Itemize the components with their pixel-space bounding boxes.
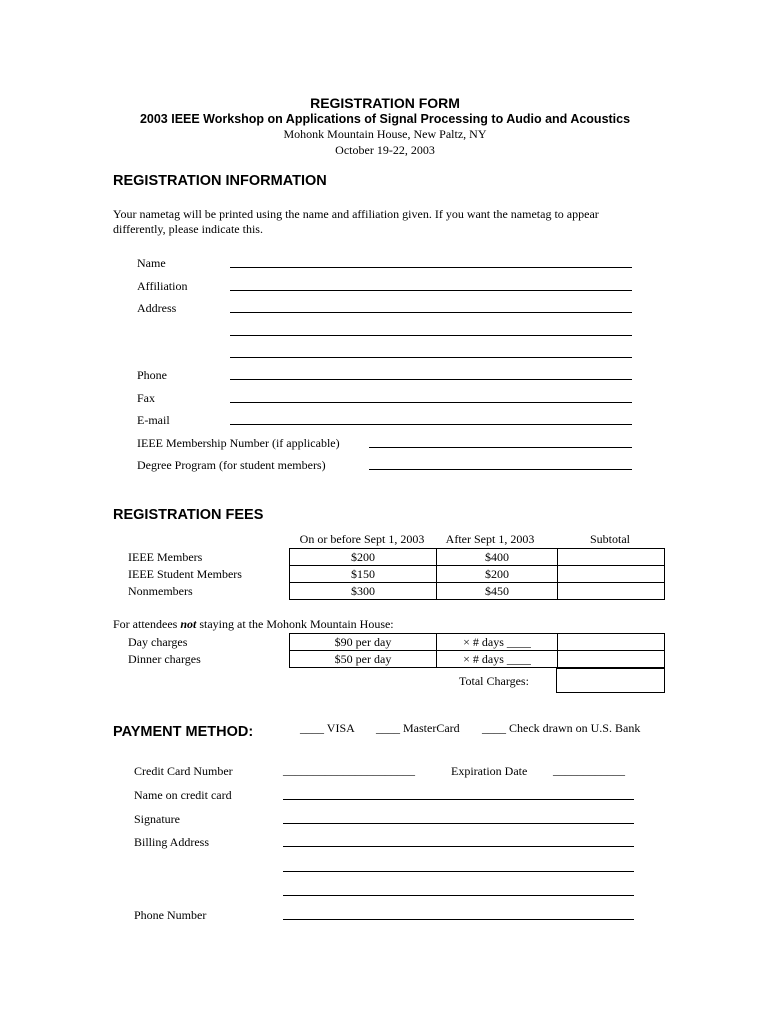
expiration-label: Expiration Date xyxy=(451,764,528,778)
table-row xyxy=(290,583,665,600)
card-number-label: Credit Card Number xyxy=(134,764,233,778)
billing-address-line2[interactable] xyxy=(283,871,634,872)
fees-table xyxy=(289,548,665,600)
fee-early-nonmembers: $300 xyxy=(290,583,437,600)
name-label: Name xyxy=(137,256,166,270)
ieee-number-field[interactable] xyxy=(369,447,632,448)
day-subtotal[interactable] xyxy=(558,634,665,651)
col-late: After Sept 1, 2003 xyxy=(445,532,535,546)
dinner-rate: $50 per day xyxy=(290,651,437,668)
name-field[interactable] xyxy=(230,267,632,268)
fee-late-members: $400 xyxy=(437,549,558,566)
mastercard-option[interactable]: ____ MasterCard xyxy=(376,721,460,735)
phone-field[interactable] xyxy=(230,379,632,380)
registration-fees-heading: REGISTRATION FEES xyxy=(113,507,264,523)
ieee-number-label: IEEE Membership Number (if applicable) xyxy=(137,436,340,450)
table-row xyxy=(290,634,665,651)
day-charges-label: Day charges xyxy=(128,635,188,649)
card-number-field[interactable]: ______________________ xyxy=(283,763,415,777)
table-row xyxy=(290,549,665,566)
total-charges-label: Total Charges: xyxy=(459,674,529,688)
intro-text-line1: Your nametag will be printed using the name and affiliation given. If you want the nametag to appear xyxy=(113,207,599,221)
billing-address-line3[interactable] xyxy=(283,895,634,896)
table-row xyxy=(290,651,665,668)
address-field-line1[interactable] xyxy=(230,312,632,313)
address-field-line2[interactable] xyxy=(230,335,632,336)
col-early: On or before Sept 1, 2003 xyxy=(299,532,425,546)
subtotal-members[interactable] xyxy=(558,549,665,566)
event-dates: October 19-22, 2003 xyxy=(335,143,435,157)
dinner-count[interactable]: × # days ____ xyxy=(437,651,558,668)
extra-charges-table xyxy=(289,633,665,668)
col-subtotal: Subtotal xyxy=(589,532,630,546)
billing-address-line1[interactable] xyxy=(283,846,634,847)
total-charges-box[interactable] xyxy=(556,668,665,693)
form-title: REGISTRATION FORM xyxy=(310,95,460,111)
fax-field[interactable] xyxy=(230,402,632,403)
degree-program-field[interactable] xyxy=(369,469,632,470)
intro-text-line2: differently, please indicate this. xyxy=(113,222,263,236)
phone-number-field[interactable] xyxy=(283,919,634,920)
non-staying-suffix: staying at the Mohonk Mountain House: xyxy=(196,617,394,631)
registration-info-heading: REGISTRATION INFORMATION xyxy=(113,173,327,189)
payment-method-heading: PAYMENT METHOD: xyxy=(113,724,254,740)
fee-late-students: $200 xyxy=(437,566,558,583)
degree-program-label: Degree Program (for student members) xyxy=(137,458,326,472)
email-label: E-mail xyxy=(137,413,170,427)
non-staying-note xyxy=(113,617,394,632)
fee-early-members: $200 xyxy=(290,549,437,566)
name-on-card-field[interactable] xyxy=(283,799,634,800)
visa-option[interactable]: ____ VISA xyxy=(300,721,355,735)
billing-address-label: Billing Address xyxy=(134,835,210,849)
dinner-subtotal[interactable] xyxy=(558,651,665,668)
table-row xyxy=(290,566,665,583)
fax-label: Fax xyxy=(137,391,155,405)
non-staying-prefix: For attendees xyxy=(113,617,181,631)
venue: Mohonk Mountain House, New Paltz, NY xyxy=(283,127,487,141)
affiliation-field[interactable] xyxy=(230,290,632,291)
name-on-card-label: Name on credit card xyxy=(134,788,232,802)
phone-label: Phone xyxy=(137,368,167,382)
signature-field[interactable] xyxy=(283,823,634,824)
subtotal-nonmembers[interactable] xyxy=(558,583,665,600)
day-count[interactable]: × # days ____ xyxy=(437,634,558,651)
fee-early-students: $150 xyxy=(290,566,437,583)
address-label: Address xyxy=(137,301,177,315)
check-option[interactable]: ____ Check drawn on U.S. Bank xyxy=(482,721,641,735)
workshop-title: 2003 IEEE Workshop on Applications of Signal Processing to Audio and Acoustics xyxy=(139,112,631,126)
affiliation-label: Affiliation xyxy=(137,279,188,293)
phone-number-label: Phone Number xyxy=(134,908,207,922)
email-field[interactable] xyxy=(230,424,632,425)
subtotal-students[interactable] xyxy=(558,566,665,583)
fee-late-nonmembers: $450 xyxy=(437,583,558,600)
row-label-students: IEEE Student Members xyxy=(128,567,242,581)
signature-label: Signature xyxy=(134,812,180,826)
dinner-charges-label: Dinner charges xyxy=(128,652,201,666)
day-rate: $90 per day xyxy=(290,634,437,651)
row-label-members: IEEE Members xyxy=(128,550,203,564)
row-label-nonmembers: Nonmembers xyxy=(128,584,193,598)
expiration-field[interactable]: ____________ xyxy=(553,763,625,777)
non-staying-emphasis: not xyxy=(180,617,197,631)
address-field-line3[interactable] xyxy=(230,357,632,358)
